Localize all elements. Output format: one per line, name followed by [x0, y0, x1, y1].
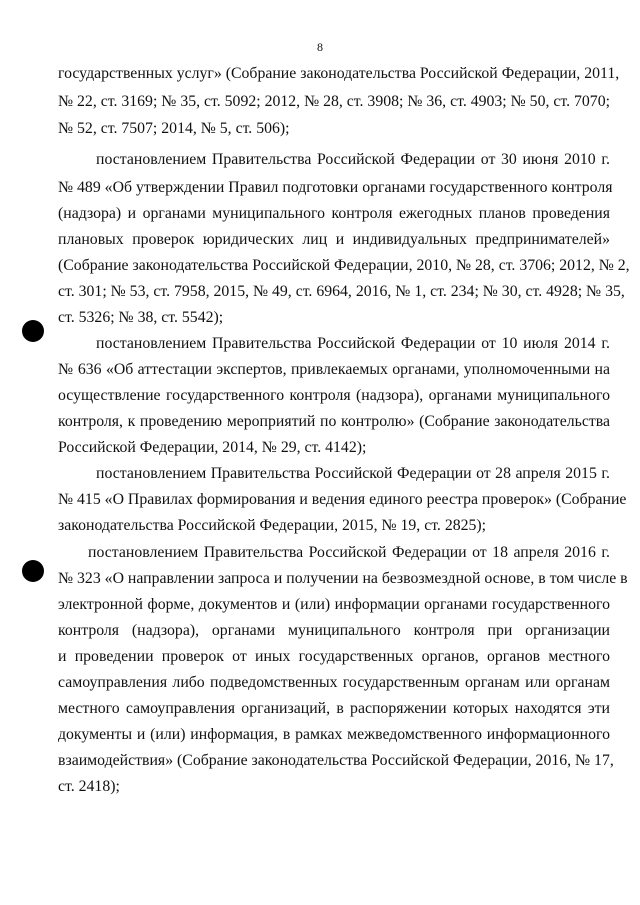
text-line: осуществление государственного контроля (надзора), органами муниципального	[58, 387, 610, 404]
text-line: контроля (надзора), органами муниципального контроля при организации	[58, 622, 610, 639]
text-line: постановлением Правительства Российской Федерации от 28 апреля 2015 г.	[96, 465, 610, 482]
text-line: электронной форме, документов и (или) информации органами государственного	[58, 596, 610, 613]
punch-hole-lower	[22, 560, 44, 582]
punch-hole-upper	[22, 320, 44, 342]
text-line: плановых проверок юридических лиц и индивидуальных предпринимателей»	[58, 231, 610, 248]
text-line: взаимодействия» (Собрание законодательства Российской Федерации, 2016, № 17,	[58, 752, 614, 769]
text-line: ст. 2418);	[58, 778, 120, 795]
text-line: № 489 «Об утверждении Правил подготовки органами государственного контроля	[58, 179, 613, 196]
text-line: постановлением Правительства Российской Федерации от 18 апреля 2016 г.	[88, 544, 610, 561]
text-line: государственных услуг» (Собрание законодательства Российской Федерации, 2011,	[58, 65, 620, 82]
text-line: Российской Федерации, 2014, № 29, ст. 4142);	[58, 439, 367, 456]
text-line: самоуправления либо подведомственных государственным органам или органам	[58, 674, 610, 691]
text-line: № 415 «О Правилах формирования и ведения единого реестра проверок» (Собрание	[58, 491, 627, 508]
page-number: 8	[317, 40, 323, 54]
text-line: и проведении проверок от иных государственных органов, органов местного	[58, 648, 610, 665]
text-line: постановлением Правительства Российской Федерации от 10 июля 2014 г.	[96, 335, 610, 352]
text-line: № 52, ст. 7507; 2014, № 5, ст. 506);	[58, 120, 290, 137]
text-line: (надзора) и органами муниципального контроля ежегодных планов проведения	[58, 205, 610, 222]
text-line: законодательства Российской Федерации, 2015, № 19, ст. 2825);	[58, 517, 487, 534]
text-line: местного самоуправления организаций, в распоряжении которых находятся эти	[58, 700, 610, 717]
text-line: № 22, ст. 3169; № 35, ст. 5092; 2012, № 28, ст. 3908; № 36, ст. 4903; № 50, ст. 7070;	[58, 93, 610, 110]
text-line: № 636 «Об аттестации экспертов, привлекаемых органами, уполномоченными на	[58, 361, 610, 378]
text-line: ст. 301; № 53, ст. 7958, 2015, № 49, ст. 6964, 2016, № 1, ст. 234; № 30, ст. 4928; № 35,	[58, 283, 625, 300]
text-line: № 323 «О направлении запроса и получении на безвозмездной основе, в том числе в	[58, 570, 628, 587]
text-line: ст. 5326; № 38, ст. 5542);	[58, 309, 224, 326]
text-line: документы и (или) информация, в рамках межведомственного информационного	[58, 726, 610, 743]
text-line: постановлением Правительства Российской Федерации от 30 июня 2010 г.	[96, 151, 610, 168]
text-line: (Собрание законодательства Российской Федерации, 2010, № 28, ст. 3706; 2012, № 2,	[58, 257, 630, 274]
text-line: контроля, к проведению мероприятий по контролю» (Собрание законодательства	[58, 413, 610, 430]
